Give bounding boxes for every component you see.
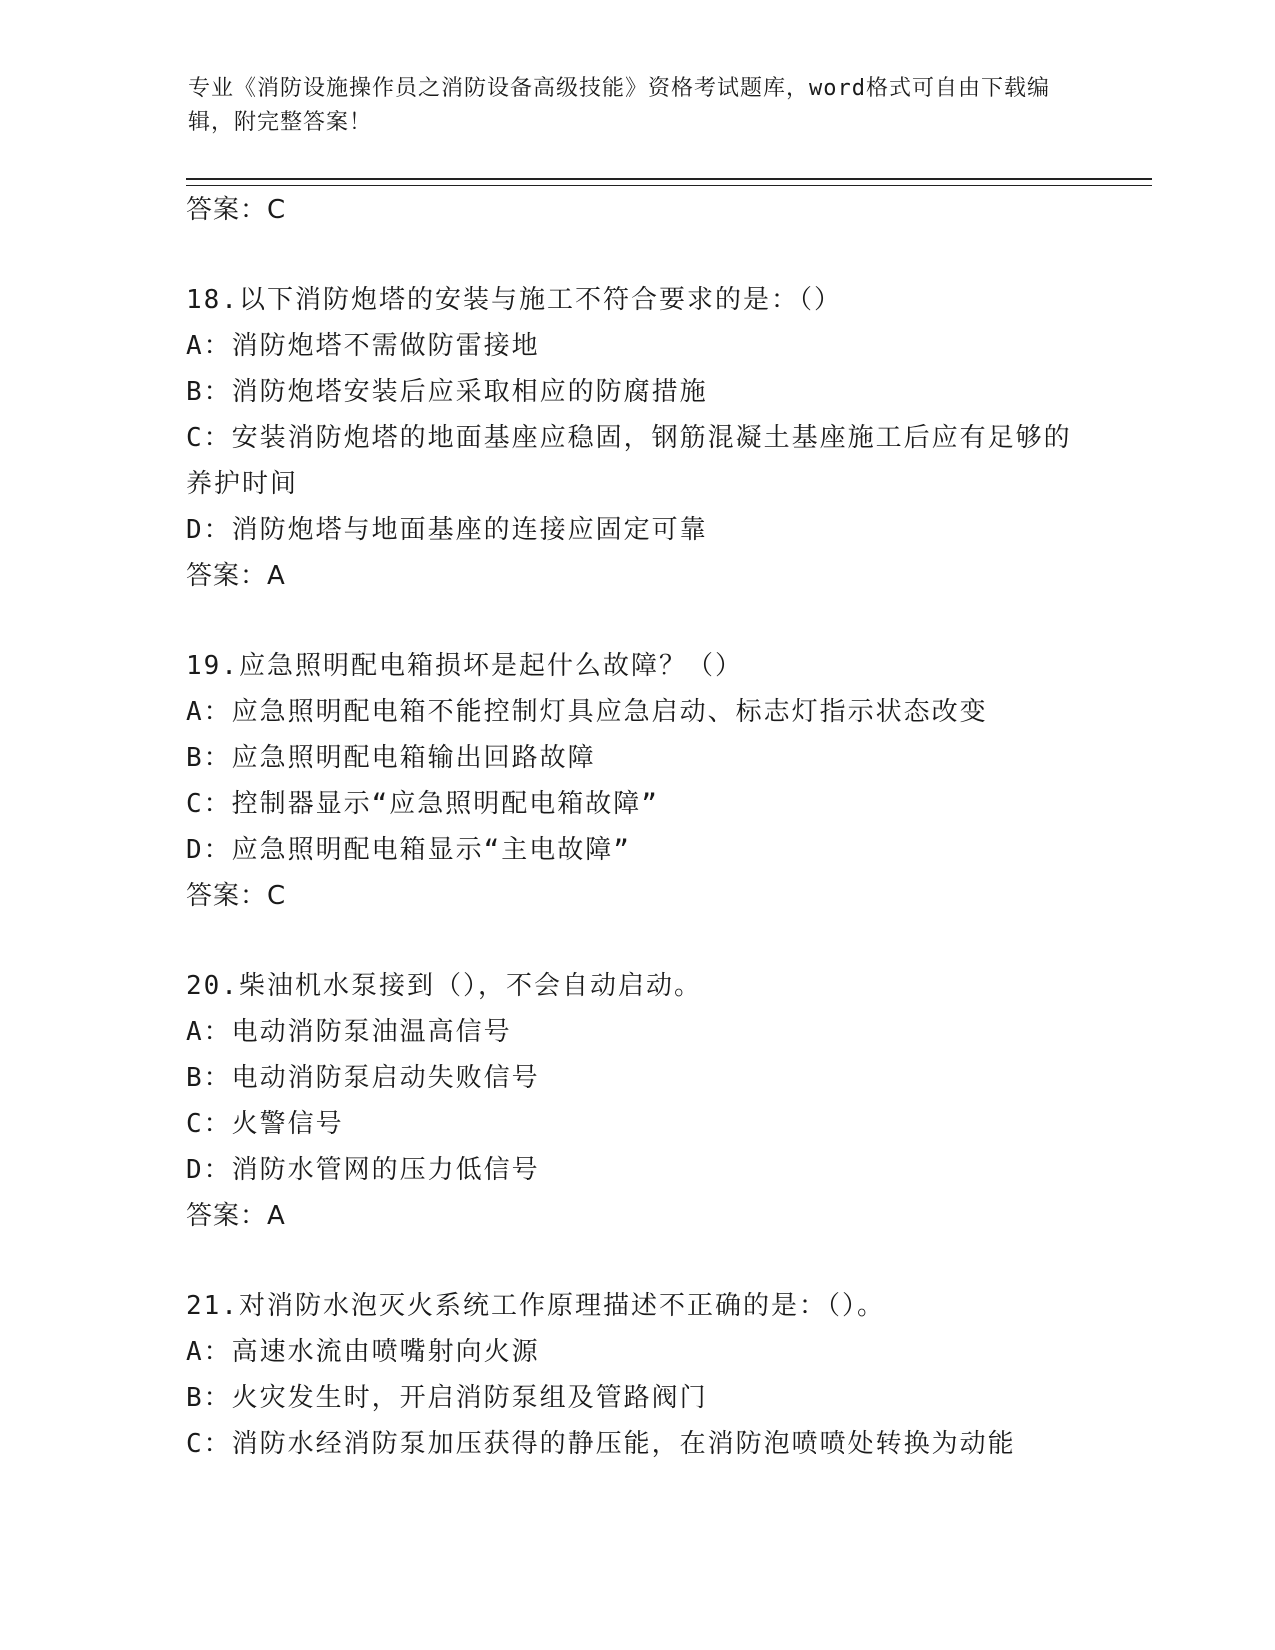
option-b: B：火灾发生时，开启消防泵组及管路阀门 (186, 1383, 708, 1413)
option-a: A：消防炮塔不需做防雷接地 (186, 331, 540, 361)
question-stem: 20.柴油机水泵接到（），不会自动启动。 (186, 971, 702, 1001)
answer: 答案：A (186, 1201, 286, 1231)
question-19 (186, 643, 1086, 919)
question-20 (186, 963, 1086, 1239)
question-18 (186, 277, 1086, 599)
option-b: B：应急照明配电箱输出回路故障 (186, 743, 596, 773)
option-b: B：电动消防泵启动失败信号 (186, 1063, 540, 1093)
option-a: A：电动消防泵油温高信号 (186, 1017, 512, 1047)
previous-answer: 答案：C (186, 195, 287, 225)
page-header: 专业《消防设施操作员之消防设备高级技能》资格考试题库，word格式可自由下载编辑，附完整答案！ (188, 76, 1050, 135)
question-21 (186, 1283, 1086, 1467)
option-c: C：消防水经消防泵加压获得的静压能，在消防泡喷喷处转换为动能 (186, 1429, 1016, 1459)
spacer (186, 919, 1086, 963)
option-c: C：安装消防炮塔的地面基座应稳固，钢筋混凝土基座施工后应有足够的养护时间 (186, 423, 1072, 499)
spacer (186, 233, 1086, 277)
question-stem: 21.对消防水泡灭火系统工作原理描述不正确的是：（）。 (186, 1291, 885, 1321)
option-a: A：应急照明配电箱不能控制灯具应急启动、标志灯指示状态改变 (186, 697, 988, 727)
option-d: D：应急照明配电箱显示“主电故障” (186, 835, 631, 865)
question-list (186, 185, 1086, 1467)
option-c: C：控制器显示“应急照明配电箱故障” (186, 789, 659, 819)
answer: 答案：C (186, 881, 287, 911)
option-b: B：消防炮塔安装后应采取相应的防腐措施 (186, 377, 708, 407)
question-stem: 18.以下消防炮塔的安装与施工不符合要求的是：（） (186, 285, 842, 315)
answer: 答案：A (186, 561, 286, 591)
option-d: D：消防炮塔与地面基座的连接应固定可靠 (186, 515, 708, 545)
option-d: D：消防水管网的压力低信号 (186, 1155, 540, 1185)
spacer (186, 1239, 1086, 1283)
option-c: C：火警信号 (186, 1109, 344, 1139)
spacer (186, 599, 1086, 643)
question-stem: 19.应急照明配电箱损坏是起什么故障？（） (186, 651, 743, 681)
option-a: A：高速水流由喷嘴射向火源 (186, 1337, 540, 1367)
